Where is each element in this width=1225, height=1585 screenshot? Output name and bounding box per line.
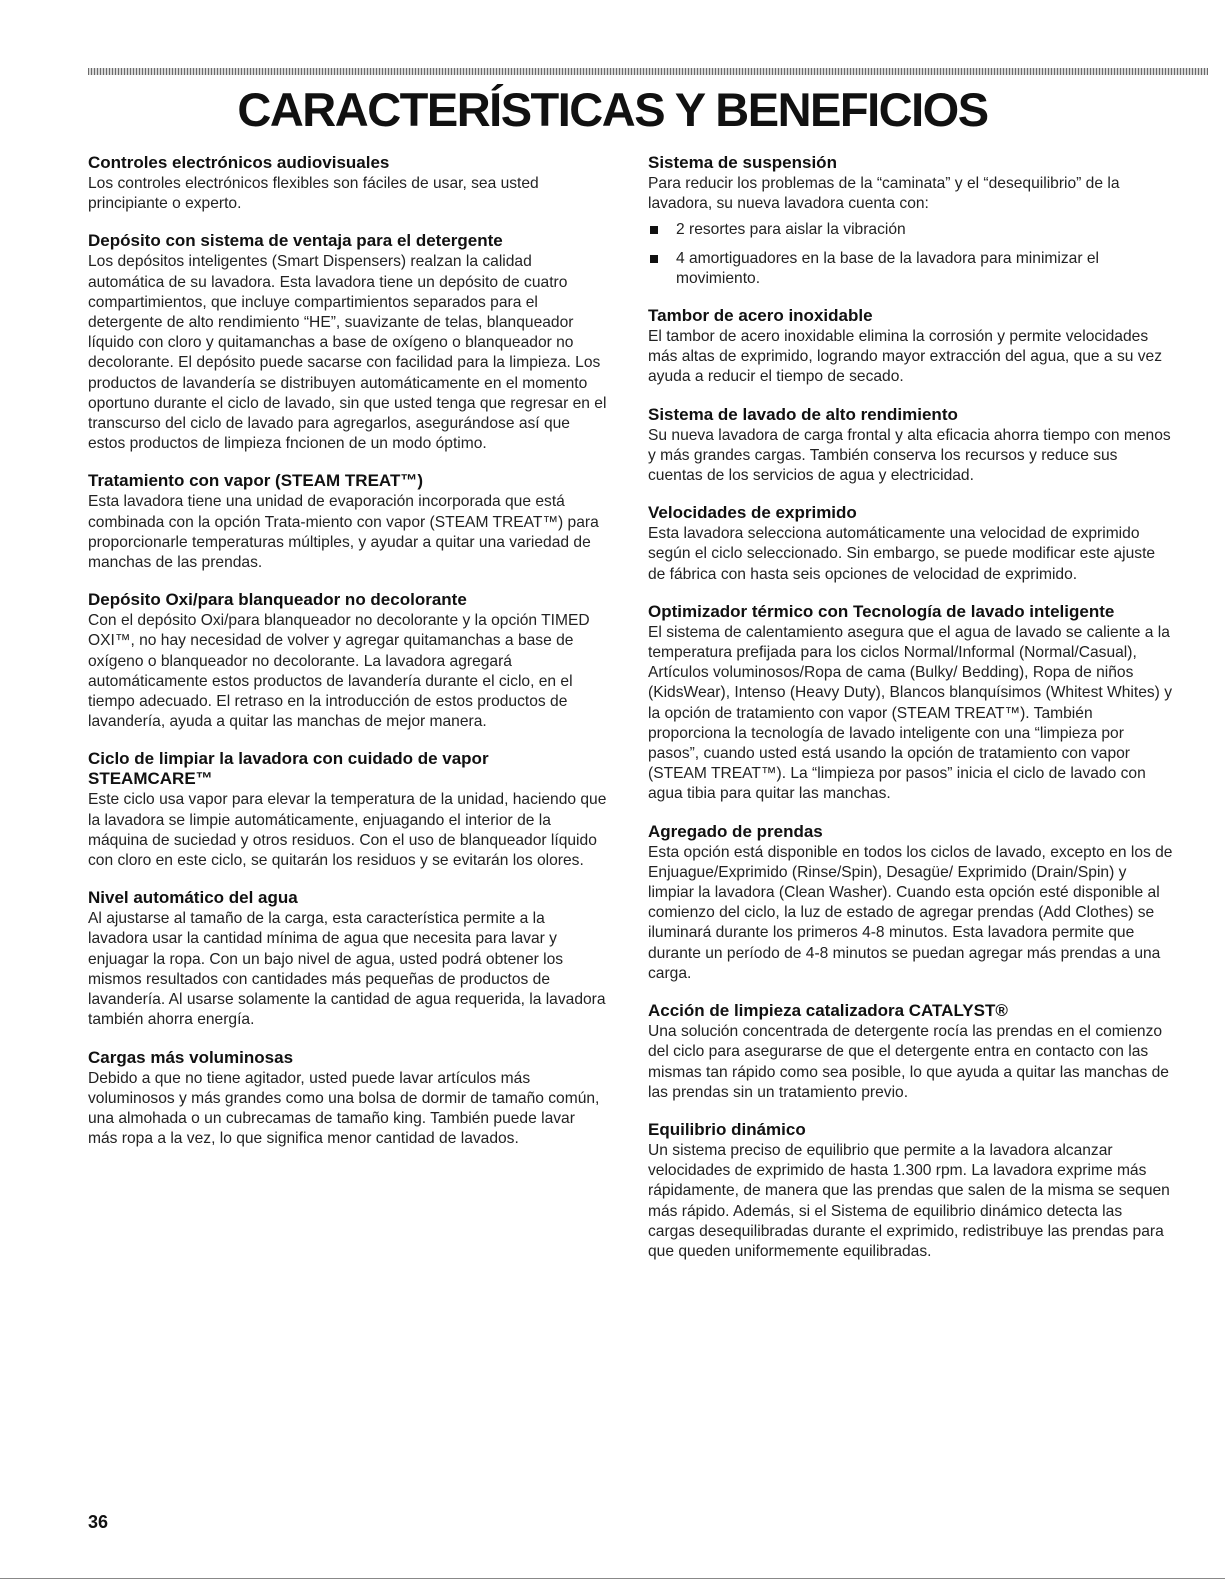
square-bullet-icon xyxy=(650,255,658,263)
section-heading: Tambor de acero inoxidable xyxy=(648,306,873,326)
page-number: 36 xyxy=(88,1512,109,1532)
section-heading: Sistema de lavado de alto rendimiento xyxy=(648,404,958,424)
section-velocidades-exprimido xyxy=(648,503,1173,585)
section-body: Su nueva lavadora de carga frontal y alta eficacia ahorra tiempo con menos y más grandes cargas. También conserva los recursos y reduce sus cuentas de los servicios de agua y electricidad. xyxy=(648,426,1171,485)
section-heading: Optimizador térmico con Tecnología de lavado inteligente xyxy=(648,601,1115,621)
section-body: El tambor de acero inoxidable elimina la corrosión y permite velocidades más altas de exprimido, logrando mayor extracción del agua, que a su vez ayuda a reducir el tiempo de secado. xyxy=(648,328,1163,386)
section-steamcare xyxy=(88,749,608,871)
section-body: Esta lavadora selecciona automáticamente una velocidad de exprimido según el ciclo seleccionado. Sin embargo, se puede modificar este ajuste de fábrica con hasta seis opciones de velocidad de exprimido. xyxy=(648,525,1156,583)
section-body: Una solución concentrada de detergente rocía las prendas en el comienzo del ciclo para asegurarse de que el detergente entra en contacto con las mismas tan rápido como sea posible, lo que ayuda a quitar las manchas de las prendas sin un tratamiento previo. xyxy=(648,1023,1169,1101)
section-heading: Tratamiento con vapor (STEAM TREAT™) xyxy=(88,471,423,491)
section-body: Al ajustarse al tamaño de la carga, esta característica permite a la lavadora usar la cantidad mínima de agua que necesita para lavar y enjuagar la ropa. Con un bajo nivel de agua, usted podrá obtener los mismos resultados con cantidades más pequeñas de productos de lavandería. Al usarse solamente la cantidad de agua requerida, la lavadora también ahorra energía. xyxy=(88,910,606,1029)
bottom-rule xyxy=(0,1578,1225,1579)
section-heading: Controles electrónicos audiovisuales xyxy=(88,153,390,172)
section-agregado-prendas xyxy=(648,822,1173,984)
section-body: El sistema de calentamiento asegura que el agua de lavado se caliente a la temperatura prefijada para los ciclos Normal/Informal (Normal/Casual), Artículos voluminosos/Ropa de cama (Bulky/ Bedding), Ropa de niños (KidsWear), Intenso (Heavy Duty), Blancos blanquísimos (Whitest Whites) y la opción de tratamiento con vapor (STEAM TREAT™). También proporciona la tecnología de lavado inteligente con una “limpieza por pasos”, cuando usted está usando la opción de tratamiento con vapor (STEAM TREAT™). La “limpieza por pasos” inicia el ciclo de lavado con agua tibia para quitar las manchas. xyxy=(648,623,1173,803)
section-heading: Nivel automático del agua xyxy=(88,888,298,908)
section-body: Un sistema preciso de equilibrio que permite a la lavadora alcanzar velocidades de exprimido de hasta 1.300 rpm. La lavadora exprime más rápidamente, de manera que las prendas que salen de la misma se sequen más rápido. Además, si el Sistema de equilibrio dinámico detecta las cargas desequilibradas durante el exprimido, redistribuye las prendas para que queden uniformemente equilibradas. xyxy=(648,1141,1170,1260)
section-heading: Acción de limpieza catalizadora CATALYST® xyxy=(648,1001,1008,1021)
section-alto-rendimiento xyxy=(648,405,1173,487)
top-decorative-rule xyxy=(88,68,1208,75)
section-body: Esta opción está disponible en todos los ciclos de lavado, excepto en los de Enjuague/Exprimido (Rinse/Spin), Desagüe/ Exprimido (Drain/Spin) y limpiar la lavadora (Clean Washer). Cuando esta opción esté disponible al comienzo del ciclo, la luz de estado de agregar prendas (Add Clothes) se iluminará durante los primeros 4-8 minutos. Esta lavadora permite que durante un período de 4-8 minutos se puedan agregar más prendas a una carga. xyxy=(648,843,1173,982)
section-nivel-agua xyxy=(88,888,608,1030)
section-heading: Depósito Oxi/para blanqueador no decolorante xyxy=(88,590,467,610)
section-heading: Depósito con sistema de ventaja para el detergente xyxy=(88,231,503,251)
list-item: 4 amortiguadores en la base de la lavadora para minimizar el movimiento. xyxy=(648,249,1173,289)
list-item: 2 resortes para aislar la vibración xyxy=(648,220,1173,240)
section-catalyst xyxy=(648,1001,1173,1103)
section-heading: Sistema de suspensión xyxy=(648,153,837,172)
section-cargas-voluminosas xyxy=(88,1048,608,1150)
section-heading: Velocidades de exprimido xyxy=(648,503,857,523)
section-body: Para reducir los problemas de la “caminata” y el “desequilibrio” de la lavadora, su nueva lavadora cuenta con: xyxy=(648,175,1120,213)
page-title: CARACTERÍSTICAS Y BENEFICIOS xyxy=(237,83,988,136)
section-heading: Agregado de prendas xyxy=(648,821,823,841)
section-body: Este ciclo usa vapor para elevar la temperatura de la unidad, haciendo que la lavadora se limpie automáticamente, enjuagando el interior de la máquina de suciedad y otros residuos. Con el uso de blanqueador líquido con cloro en este ciclo, se quitarán los residuos y se evitarán los olores. xyxy=(88,791,607,870)
section-controles-electronicos xyxy=(88,153,608,214)
section-tratamiento-vapor xyxy=(88,471,608,573)
section-deposito-oxi xyxy=(88,590,608,732)
section-sistema-suspension xyxy=(648,153,1173,289)
section-body: Esta lavadora tiene una unidad de evaporación incorporada que está combinada con la opción Trata-miento con vapor (STEAM TREAT™) para proporcionarle temperaturas múltiples, y ayudar a quitar una variedad de manchas de las prendas. xyxy=(88,493,599,572)
section-heading: Equilibrio dinámico xyxy=(648,1119,806,1139)
right-column xyxy=(648,153,1173,1279)
left-column xyxy=(88,153,608,1166)
square-bullet-icon xyxy=(650,226,658,234)
section-optimizador-termico xyxy=(648,602,1173,805)
section-body: Debido a que no tiene agitador, usted puede lavar artículos más voluminosos y más grandes como una bolsa de dormir de tamaño común, una almohada o un cubrecamas de tamaño king. También puede lavar más ropa a la vez, lo que significa menor cantidad de lavados. xyxy=(88,1069,600,1148)
section-deposito-detergente xyxy=(88,231,608,454)
section-heading: Cargas más voluminosas xyxy=(88,1047,294,1067)
section-body: Con el depósito Oxi/para blanqueador no decolorante y la opción TIMED OXI™, no hay necesidad de volver y agregar quitamanchas a base de oxígeno o blanqueador no decolorante. La lavadora agregará automáticamente estos productos de lavandería durante el ciclo, en el tiempo adecuado. El retraso en la introducción de estos productos de lavandería, ayuda a quitar las manchas de mejor manera. xyxy=(88,612,590,731)
section-heading: Ciclo de limpiar la lavadora con cuidado de vapor STEAMCARE™ xyxy=(88,749,489,789)
section-equilibrio-dinamico xyxy=(648,1120,1173,1262)
section-body: Los controles electrónicos flexibles son fáciles de usar, sea usted principiante o experto. xyxy=(88,175,539,213)
suspension-bullet-list xyxy=(648,220,1173,289)
section-body: Los depósitos inteligentes (Smart Dispensers) realzan la calidad automática de su lavadora. Esta lavadora tiene un depósito de cuatro compartimientos, que incluye compartimientos separados para el detergente de alto rendimiento “HE”, suavizante de telas, blanqueador líquido con cloro y quitamanchas a base de oxígeno o blanqueador no decolorante. El depósito puede sacarse con facilidad para la limpieza. Los productos de lavandería se distribuyen automáticamente en el momento oportuno durante el ciclo de lavado, sin que usted tenga que regresar en el transcurso del ciclo de lavado para agregarlos, asegurándose así que estos productos de limpieza fncionen de un modo óptimo. xyxy=(88,253,607,453)
section-tambor-acero xyxy=(648,306,1173,388)
